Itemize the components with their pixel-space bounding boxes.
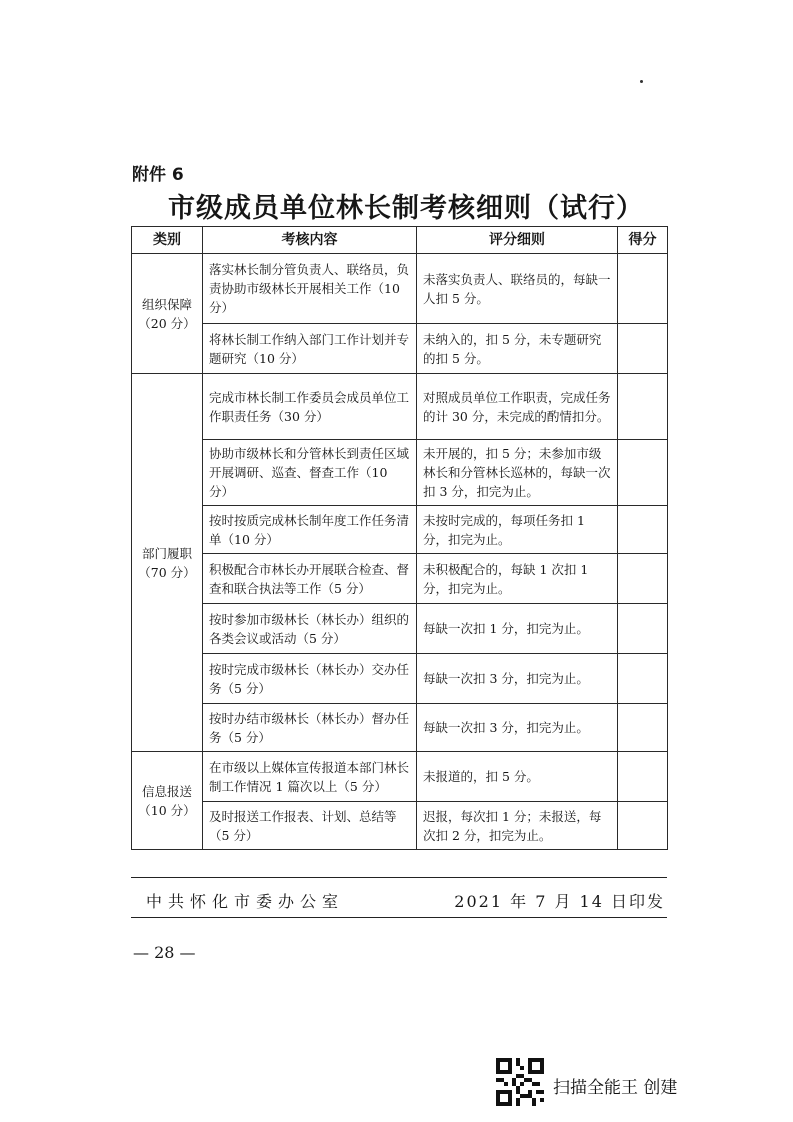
score-cell[interactable] — [618, 654, 668, 704]
content-cell: 完成市林长制工作委员会成员单位工作职责任务（30 分） — [203, 374, 417, 440]
page-number: — 28 — — [133, 943, 196, 962]
assessment-table — [131, 226, 668, 850]
score-cell[interactable] — [618, 374, 668, 440]
score-cell[interactable] — [618, 506, 668, 554]
score-cell[interactable] — [618, 604, 668, 654]
score-cell[interactable] — [618, 554, 668, 604]
table-row — [132, 506, 668, 554]
content-cell: 将林长制工作纳入部门工作计划并专题研究（10 分） — [203, 324, 417, 374]
content-cell: 按时参加市级林长（林长办）组织的各类会议或活动（5 分） — [203, 604, 417, 654]
rule-cell: 对照成员单位工作职责，完成任务的计 30 分，未完成的酌情扣分。 — [417, 374, 618, 440]
header-category: 类别 — [132, 227, 203, 254]
rule-cell: 迟报，每次扣 1 分；未报送，每次扣 2 分，扣完为止。 — [417, 802, 618, 850]
content-cell: 按时完成市级林长（林长办）交办任务（5 分） — [203, 654, 417, 704]
table-row — [132, 704, 668, 752]
content-cell: 落实林长制分管负责人、联络员，负责协助市级林长开展相关工作（10 分） — [203, 254, 417, 324]
content-cell: 按时办结市级林长（林长办）督办任务（5 分） — [203, 704, 417, 752]
table-row — [132, 374, 668, 440]
table-row — [132, 654, 668, 704]
category-cell — [132, 374, 203, 752]
category-points: （70 分） — [138, 564, 196, 580]
table-row — [132, 554, 668, 604]
category-points: （10 分） — [138, 802, 196, 818]
score-cell[interactable] — [618, 324, 668, 374]
score-cell[interactable] — [618, 802, 668, 850]
rule-cell: 未报道的，扣 5 分。 — [417, 752, 618, 802]
attachment-label: 附件 6 — [132, 165, 184, 185]
footer-bottom-rule — [131, 917, 667, 918]
rule-cell: 未纳入的，扣 5 分，未专题研究的扣 5 分。 — [417, 324, 618, 374]
header-score: 得分 — [618, 227, 668, 254]
table-row — [132, 752, 668, 802]
content-cell: 协助市级林长和分管林长到责任区域开展调研、巡查、督查工作（10 分） — [203, 440, 417, 506]
category-cell — [132, 254, 203, 374]
category-points: （20 分） — [138, 315, 196, 331]
issuer: 中共怀化市委办公室 — [146, 892, 345, 911]
scan-speck — [640, 80, 643, 83]
rule-cell: 每缺一次扣 1 分，扣完为止。 — [417, 604, 618, 654]
table-row — [132, 254, 668, 324]
category-name: 信息报送 — [141, 783, 192, 799]
score-cell[interactable] — [618, 704, 668, 752]
rule-cell: 未开展的，扣 5 分；未参加市级林长和分管林长巡林的，每缺一次扣 3 分，扣完为止。 — [417, 440, 618, 506]
category-name: 组织保障 — [141, 296, 192, 312]
rule-cell: 每缺一次扣 3 分，扣完为止。 — [417, 654, 618, 704]
rule-cell: 未按时完成的，每项任务扣 1 分，扣完为止。 — [417, 506, 618, 554]
category-name: 部门履职 — [141, 545, 192, 561]
score-cell[interactable] — [618, 440, 668, 506]
header-rules: 评分细则 — [417, 227, 618, 254]
rule-cell: 每缺一次扣 3 分，扣完为止。 — [417, 704, 618, 752]
header-content: 考核内容 — [203, 227, 417, 254]
rule-cell: 未积极配合的，每缺 1 次扣 1 分，扣完为止。 — [417, 554, 618, 604]
document-title: 市级成员单位林长制考核细则（试行） — [168, 193, 644, 224]
table-row — [132, 440, 668, 506]
qr-code-icon — [496, 1058, 544, 1106]
table-row — [132, 802, 668, 850]
content-cell: 及时报送工作报表、计划、总结等（5 分） — [203, 802, 417, 850]
content-cell: 积极配合市林长办开展联合检查、督查和联合执法等工作（5 分） — [203, 554, 417, 604]
rule-cell: 未落实负责人、联络员的，每缺一人扣 5 分。 — [417, 254, 618, 324]
content-cell: 在市级以上媒体宣传报道本部门林长制工作情况 1 篇次以上（5 分） — [203, 752, 417, 802]
table-row — [132, 324, 668, 374]
issue-date: 2021 年 7 月 14 日印发 — [454, 892, 665, 911]
table-row — [132, 604, 668, 654]
scanner-brand: 扫描全能王 创建 — [553, 1078, 678, 1098]
footer-top-rule — [131, 877, 667, 878]
table-header-row — [132, 227, 668, 254]
content-cell: 按时按质完成林长制年度工作任务清单（10 分） — [203, 506, 417, 554]
category-cell — [132, 752, 203, 850]
score-cell[interactable] — [618, 752, 668, 802]
score-cell[interactable] — [618, 254, 668, 324]
